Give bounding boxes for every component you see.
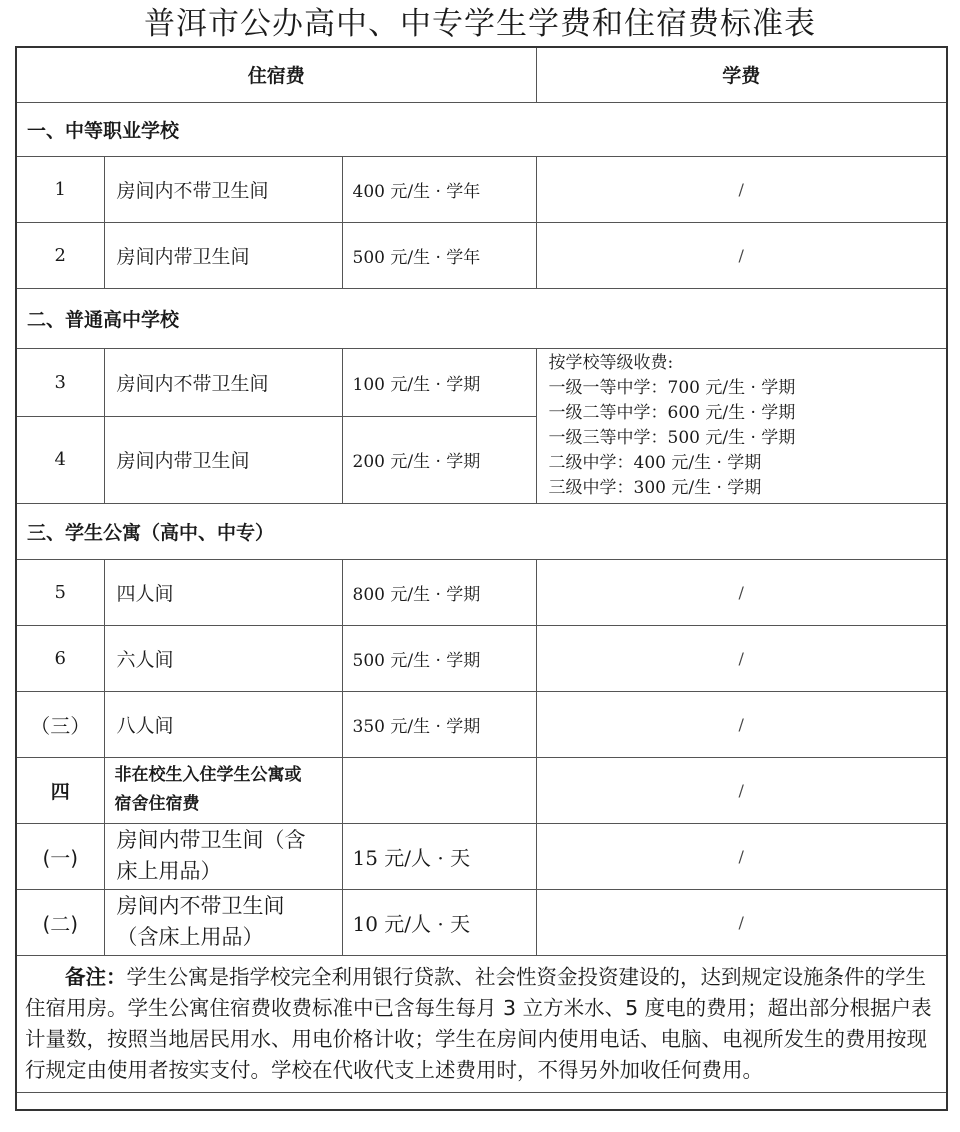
row-item-line: 非在校生入住学生公寓或 [114,765,302,785]
row-number: 1 [17,156,104,222]
note-cell [17,955,946,1092]
row-tuition: / [536,625,946,691]
row-item: 房间内带卫生间 [104,416,342,503]
row-number: 2 [17,222,104,288]
fee-table-frame [15,46,948,1111]
table-row [17,559,946,625]
row-item-line: 宿舍住宿费 [114,794,200,814]
row-item-line: 房间内带卫生间（含 [116,828,306,852]
table-row [17,757,946,823]
row-item [104,823,342,889]
row-item: 四人间 [104,559,342,625]
section-row [17,503,946,559]
row-number: (二) [17,889,104,955]
row-number: 四 [17,757,104,823]
table-row [17,348,946,416]
note-label: 备注： [65,964,127,989]
row-item [104,889,342,955]
row-fee [342,757,536,823]
note-text: 学生公寓是指学校完全利用银行贷款、社会性资金投资建设的，达到规定设施条件的学生住宿用房。学生公寓住宿费收费标准中已含每生每月 3 立方米水、5 度电的费用；超出部分根据户表计量数，按照当地居民用水、用电价格计收；学生在房间内使用电话、电脑、电视所发生的费用按现行规定由使用者按实支付。学校在代收代支上述费用时，不得另外加收任何费用。 [25,964,932,1082]
table-row [17,222,946,288]
row-item-line: 床上用品） [116,859,222,883]
row-fee: 500 元/生 · 学年 [342,222,536,288]
row-item: 八人间 [104,691,342,757]
row-item: 房间内不带卫生间 [104,156,342,222]
tuition-grade-intro: 按学校等级收费: [548,352,674,373]
note-row [17,955,946,1092]
row-tuition: / [536,156,946,222]
section-row [17,102,946,156]
row-item [104,757,342,823]
row-number: (一) [17,823,104,889]
tuition-grade-item: 一级一等中学：700 元/生 · 学期 [548,377,796,398]
row-item-line: 房间内不带卫生间 [116,894,285,918]
tuition-grade-item: 三级中学：300 元/生 · 学期 [548,477,762,498]
tuition-grade-item: 一级二等中学：600 元/生 · 学期 [548,402,796,423]
row-item: 房间内带卫生间 [104,222,342,288]
row-item-line: （含床上用品） [116,925,264,949]
row-tuition: / [536,823,946,889]
row-number: 3 [17,348,104,416]
row-number: （三） [17,691,104,757]
row-tuition: / [536,559,946,625]
tuition-grade-list [536,348,946,503]
row-fee: 800 元/生 · 学期 [342,559,536,625]
table-row [17,691,946,757]
row-fee: 400 元/生 · 学年 [342,156,536,222]
table-row [17,889,946,955]
tuition-header: 学费 [536,48,946,102]
table-row [17,625,946,691]
row-fee: 100 元/生 · 学期 [342,348,536,416]
row-item: 六人间 [104,625,342,691]
fee-table [17,48,946,1093]
section-vocational: 一、中等职业学校 [17,102,946,156]
table-header-row [17,48,946,102]
row-tuition: / [536,757,946,823]
row-number: 6 [17,625,104,691]
section-high-school: 二、普通高中学校 [17,288,946,348]
row-number: 5 [17,559,104,625]
row-fee: 350 元/生 · 学期 [342,691,536,757]
row-tuition: / [536,889,946,955]
tuition-grade-item: 二级中学：400 元/生 · 学期 [548,452,762,473]
row-fee: 500 元/生 · 学期 [342,625,536,691]
accommodation-header: 住宿费 [17,48,536,102]
table-row [17,823,946,889]
row-tuition: / [536,222,946,288]
row-item: 房间内不带卫生间 [104,348,342,416]
row-fee: 200 元/生 · 学期 [342,416,536,503]
tuition-grade-item: 一级三等中学：500 元/生 · 学期 [548,427,796,448]
page-title: 普洱市公办高中、中专学生学费和住宿费标准表 [144,6,816,42]
table-row [17,156,946,222]
row-fee: 10 元/人 · 天 [342,889,536,955]
section-apartment: 三、学生公寓（高中、中专） [17,503,946,559]
section-row [17,288,946,348]
row-tuition: / [536,691,946,757]
row-number: 4 [17,416,104,503]
row-fee: 15 元/人 · 天 [342,823,536,889]
